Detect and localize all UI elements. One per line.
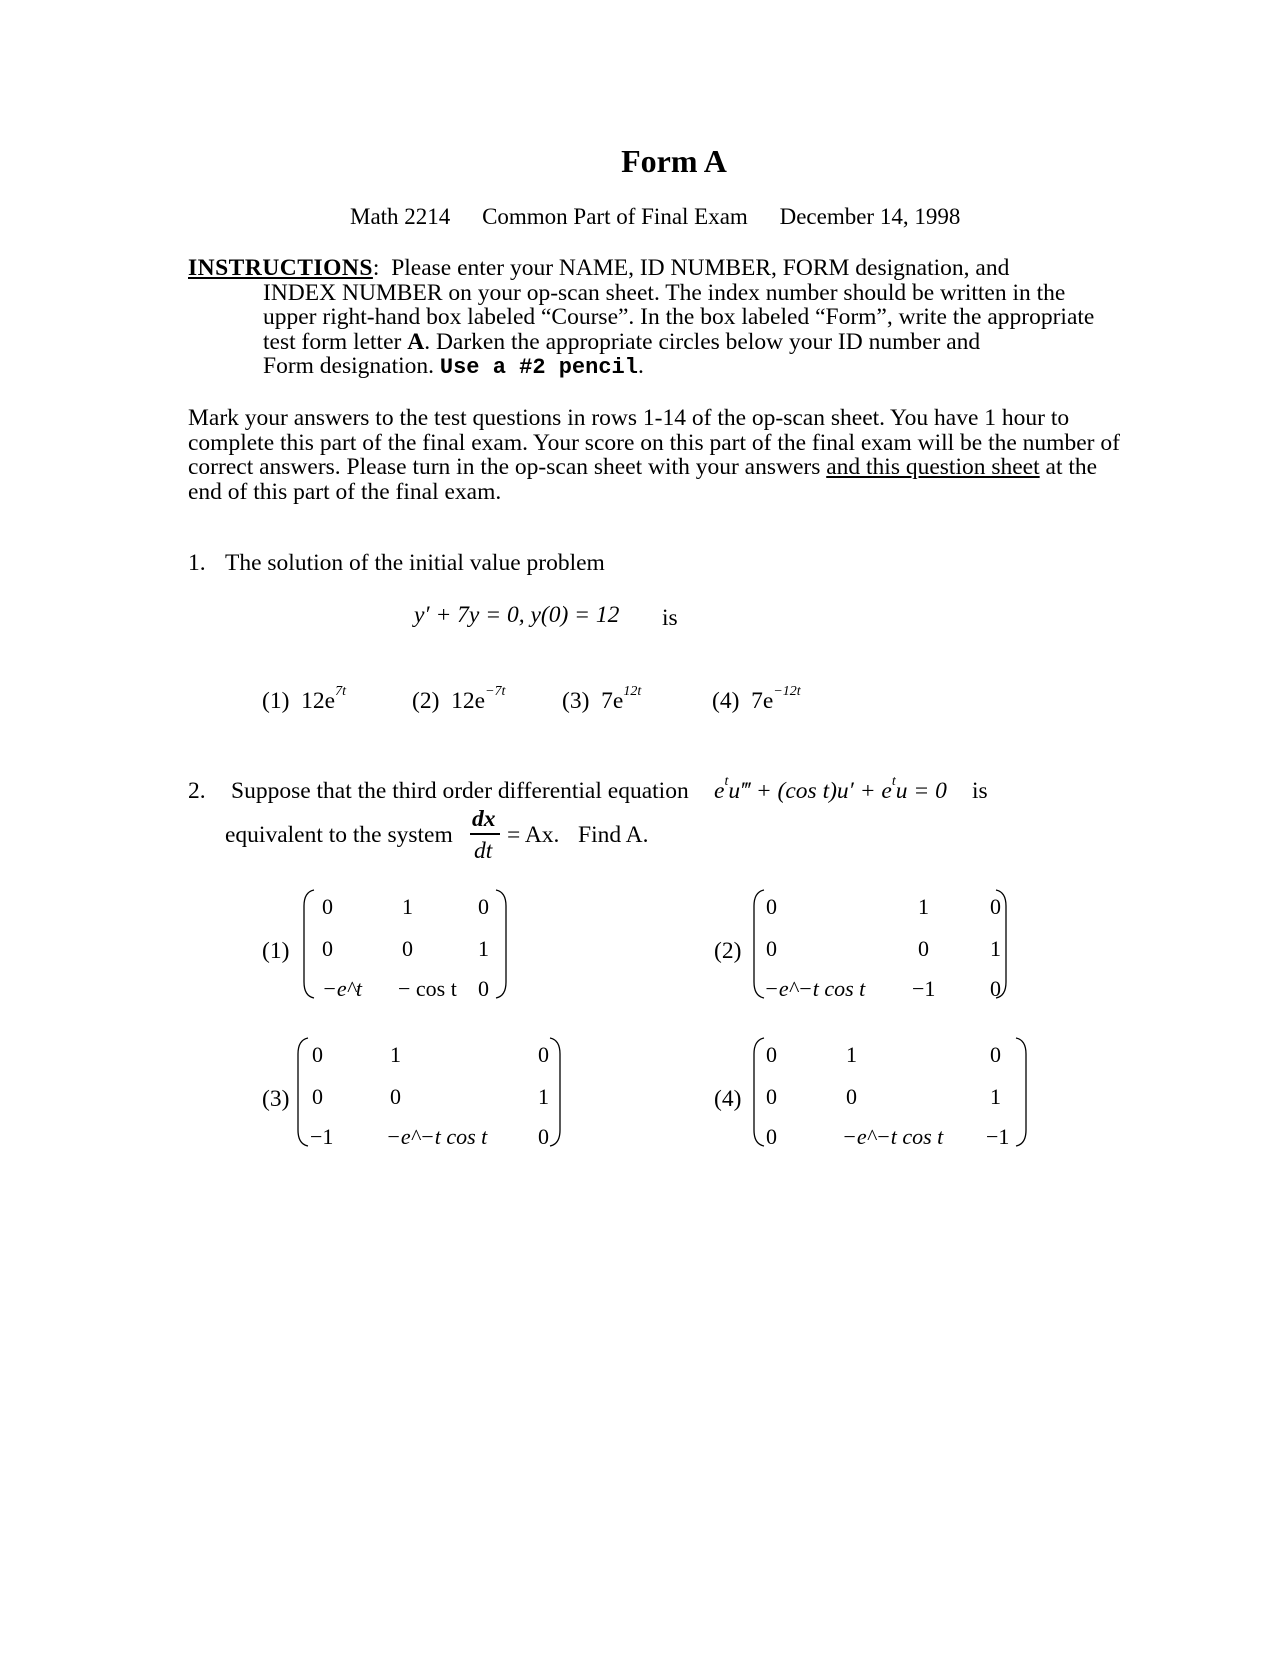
exam-name: Common Part of Final Exam	[482, 204, 748, 229]
matrix-cell: 0	[766, 1124, 777, 1149]
instructions-line: upper right-hand box labeled “Course”. In the box labeled “Form”, write the appropriate	[263, 304, 1095, 330]
instructions-line: test form letter A. Darken the appropriate circles below your ID number and	[263, 328, 981, 355]
answer-option-1: (1) $12e^{7t}$	[262, 684, 346, 714]
matrix-cell: 0	[322, 936, 333, 961]
matrix-cell: 0	[312, 1042, 323, 1067]
matrix-cell: 1	[846, 1042, 857, 1067]
matrix-cell: 0	[766, 894, 777, 919]
fraction-numerator: dx	[472, 806, 496, 832]
matrix-cell: 1	[918, 894, 929, 919]
matrix-cell: 0	[766, 936, 777, 961]
matrix-cell: 0	[846, 1084, 857, 1109]
question-text: The solution of the initial value problem	[225, 550, 605, 576]
instructions-label: INSTRUCTIONS	[188, 255, 373, 281]
matrix-cell: −1	[912, 976, 936, 1001]
question-equation: $e^tu‴ + (\cos$ $t)u' + e^tu = 0$	[714, 774, 947, 804]
matrix-cell: 0	[766, 1084, 777, 1109]
matrix-cell: 0	[478, 894, 489, 919]
matrix-cell: 1	[990, 1084, 1001, 1109]
matrix-option-label: (1)	[262, 938, 290, 964]
matrix-cell: −e^−t cos t	[842, 1124, 944, 1149]
matrix-option-label: (3)	[262, 1086, 290, 1112]
matrix-cell: −e^−t cos t	[764, 976, 866, 1001]
question-is: is	[972, 778, 988, 804]
page-title: Form A	[621, 143, 727, 179]
question-equation: y′ + 7y = 0, y(0) = 12	[414, 602, 620, 628]
matrix-cell: − cos t	[398, 976, 457, 1001]
matrix-cell: 1	[990, 936, 1001, 961]
matrix-cell: 0	[322, 894, 333, 919]
underlined-note: and this question sheet	[826, 454, 1040, 480]
matrix-cell: 0	[918, 936, 929, 961]
fraction-bar	[470, 833, 500, 835]
question-find: Find A.	[578, 822, 649, 848]
matrix-cell: 0	[478, 976, 489, 1001]
instructions-line: INDEX NUMBER on your op-scan sheet. The index number should be written in the	[263, 279, 1066, 306]
matrix-cell: 0	[390, 1084, 401, 1109]
matrix-cell: −e^t	[322, 976, 363, 1001]
matrix-cell: 0	[538, 1042, 549, 1067]
matrix-cell: 0	[990, 894, 1001, 919]
matrix-cell: −1	[310, 1124, 334, 1149]
matrix-cell: 1	[478, 936, 489, 961]
matrix-cell: 1	[538, 1084, 549, 1109]
course-name: Math 2214	[350, 204, 451, 229]
matrix-cell: 1	[390, 1042, 401, 1067]
exam-date: December 14, 1998	[779, 204, 961, 229]
pencil-note: Use a #2 pencil	[439, 355, 638, 380]
question-number: 2.	[188, 778, 206, 804]
matrix-cell: −e^−t cos t	[386, 1124, 488, 1149]
matrix-cell: 0	[766, 1042, 777, 1067]
question-is: is	[662, 605, 678, 631]
instructions-line: Form designation. Use a #2 pencil.	[263, 353, 644, 380]
matrix-option-label: (2)	[714, 938, 742, 964]
matrix-cell: 0	[538, 1124, 549, 1149]
fraction-denominator: dt	[474, 838, 493, 864]
answer-option-4: (4) $7e^{-12t}$	[712, 684, 801, 714]
exam-subtitle	[350, 204, 986, 230]
question-equation-rhs: = Ax.	[507, 822, 560, 848]
instructions-block: INSTRUCTIONS: Please enter your NAME, ID NUMBER, FORM designation, and INDEX NUMBER on your op-scan sheet. The index number should be written in the upper right-hand box labeled “Course”. In the box labeled “Form”, write the appropriate test form letter A. Darken the appropriate circles below your ID number and Form designation. Use a #2 pencil.	[188, 256, 1168, 381]
marking-paragraph: Mark your answers to the test questions in rows 1-14 of the op-scan sheet. You have 1 hour to complete this part of the final exam. Your score on this part of the final exam will be the number of correct answers. Please turn in the op-scan sheet with your answers and this question sheet at the end of this part of the final exam.	[188, 405, 1120, 505]
question-number: 1.	[188, 550, 206, 576]
instructions-line: Please enter your NAME, ID NUMBER, FORM designation, and	[391, 255, 1010, 281]
question-text-line2: equivalent to the system	[225, 822, 453, 848]
question-text: Suppose that the third order differential equation	[231, 778, 689, 804]
answer-option-3: (3) $7e^{12t}$	[562, 684, 642, 714]
matrix-cell: 1	[402, 894, 413, 919]
matrix-cell: −1	[986, 1124, 1010, 1149]
matrix-cell: 0	[990, 976, 1001, 1001]
matrix-cell: 0	[312, 1084, 323, 1109]
matrix-option-label: (4)	[714, 1086, 742, 1112]
answer-option-2: (2) $12e^{-7t}$	[412, 684, 506, 714]
matrix-cell: 0	[990, 1042, 1001, 1067]
matrix-cell: 0	[402, 936, 413, 961]
